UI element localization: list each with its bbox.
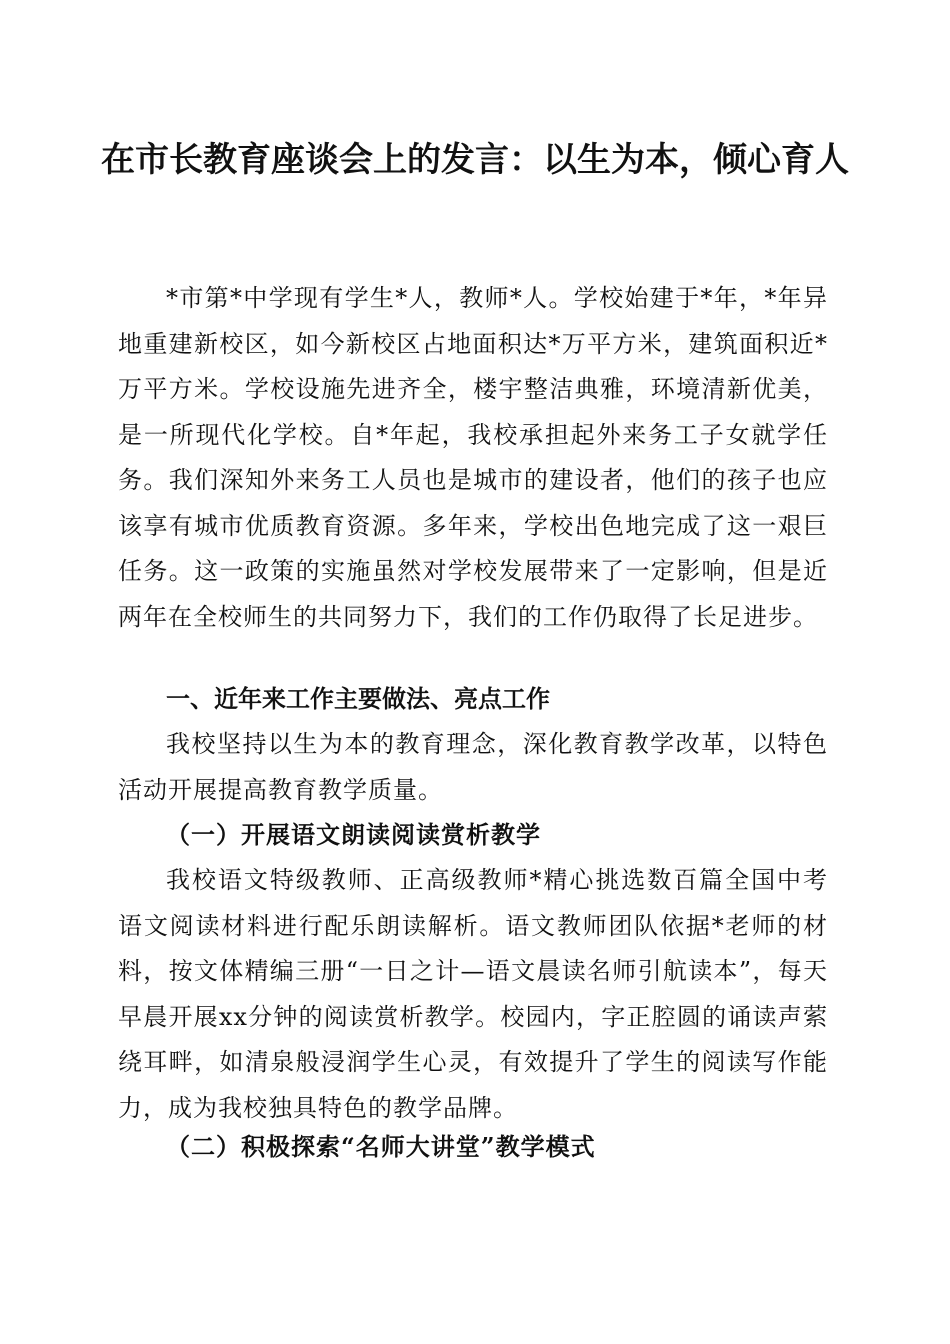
section-heading-1: 一、近年来工作主要做法、亮点工作 <box>166 685 550 713</box>
section-1-paragraph: 我校坚持以生为本的教育理念，深化教育教学改革，以特色活动开展提高教育教学质量。 <box>118 730 828 804</box>
intro-paragraph: *市第*中学现有学生*人，教师*人。学校始建于*年，*年异地重建新校区，如今新校区占地面积达*万平方米，建筑面积近*万平方米。学校设施先进齐全，楼宇整洁典雅，环境清新优美，是一所现代化学校。自*年起，我校承担起外来务工子女就学任务。我们深知外来务工人员也是城市的建设者，他们的孩子也应该享有城市优质教育资源。多年来，学校出色地完成了这一艰巨任务。这一政策的实施虽然对学校发展带来了一定影响，但是近两年在全校师生的共同努力下，我们的工作仍取得了长足进步。 <box>118 284 828 631</box>
subsection-1-paragraph: 我校语文特级教师、正高级教师*精心挑选数百篇全国中考语文阅读材料进行配乐朗读解析。语文教师团队依据*老师的材料，按文体精编三册“一日之计—语文晨读名师引航读本”，每天早晨开展xx分钟的阅读赏析教学。校园内，字正腔圆的诵读声萦绕耳畔，如清泉般浸润学生心灵，有效提升了学生的阅读写作能力，成为我校独具特色的教学品牌。 <box>118 866 828 1122</box>
document-title: 在市长教育座谈会上的发言：以生为本，倾心育人 <box>101 140 849 180</box>
subsection-heading-1: （一）开展语文朗读阅读赏析教学 <box>166 820 541 849</box>
subsection-heading-2: （二）积极探索“名师大讲堂”教学模式 <box>166 1132 596 1161</box>
